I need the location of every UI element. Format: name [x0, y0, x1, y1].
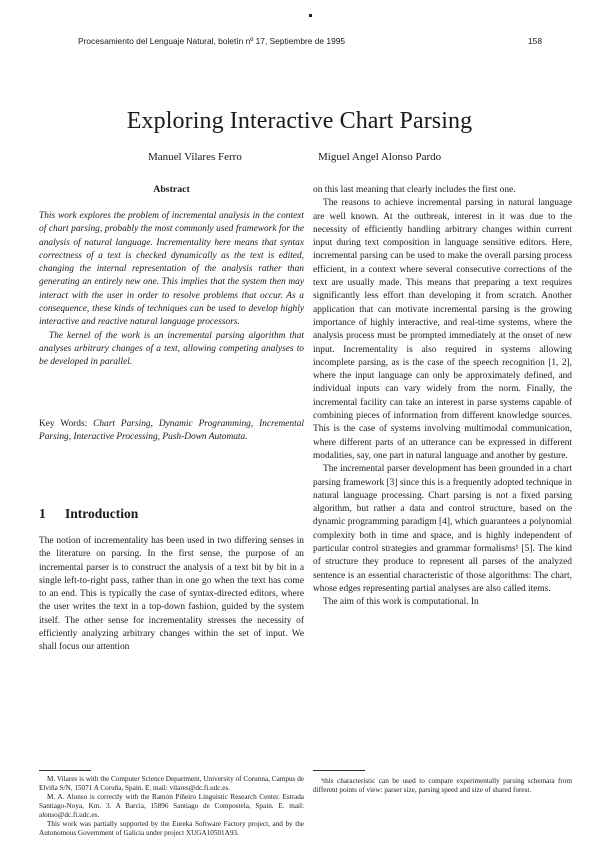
footnote-vilares: M. Vilares is with the Computer Science Department, University of Corunna, Campus de Elviña S/N, 15071 A Coruña, Spain. E. mail: vilares@dc.fi.udc.es.: [39, 775, 304, 792]
abstract-body: [39, 210, 304, 370]
section-number: 1: [39, 506, 46, 521]
section-heading: [39, 506, 138, 522]
running-title: Procesamiento del Lenguaje Natural, boletín nº 17, Septiembre de 1995: [78, 36, 346, 46]
author-2: Miguel Angel Alonso Pardo: [318, 151, 442, 163]
page-number: 158: [528, 36, 542, 46]
footnote-alonso: M. A. Alonso is correctly with the Ramón Piñeiro Linguistic Research Center. Estrada Santiago-Noya, Km. 3. A Barcia, 15896 Santiago de Compostela, Spain. E. mail: alonso@dc.fi.udc.es.: [39, 793, 304, 819]
author-1: Manuel Vilares Ferro: [148, 151, 242, 163]
abstract-paragraph-2: The kernel of the work is an incremental parsing algorithm that analyses arbitrary changes of a text, allowing competing analyses to be developed in parallel.: [39, 330, 304, 368]
introduction-paragraph: The notion of incrementality has been used in two differing senses in the literature on parsing. In the first sense, the purpose of an incremental parser is to construct the analysis of a text bit by bit in a single left-to-right pass, rather than in one go when the text has come to an end. This is typically the case of syntax-directed editors, where the user writes the text in a top-down fashion, guided by the system itself. The other sense for incrementality stresses the necessity of efficiently analyzing arbitrary changes within the set of input. We shall focus our attention: [39, 536, 304, 653]
footnote-funding: This work was partially supported by the Eureka Software Factory project, and by the Autonomous Government of Galicia under project XUGA10501A93.: [39, 820, 304, 837]
section-title: Introduction: [65, 506, 139, 521]
paper-title: Exploring Interactive Chart Parsing: [126, 108, 473, 134]
footnote-rule: [39, 770, 91, 771]
abstract-heading: Abstract: [153, 184, 190, 195]
right-paragraph-3: The incremental parser development has been grounded in a chart parsing framework [3] since this is a frequently adopted technique in natural language processing. Chart parsing is not a fixed parsing algorithm, but rather a data and control structure, based on the dynamic programming paradigm [4], which guarantees a polynomial complexity both in time and space, and is highly independent of particular control strategies and grammar formalisms¹ [5]. The kind of structure they produce to represent all parses of the analyzed sentence is an essential characteristic of those algorithms: The chart, whose edges representing partial analyses are also called items.: [313, 464, 572, 594]
right-paragraph-1: on this last meaning that clearly includes the first one.: [313, 185, 516, 195]
right-paragraph-4: The aim of this work is computational. In: [323, 597, 479, 608]
abstract-paragraph-1: This work explores the problem of incremental analysis in the context of chart parsing, probably the most commonly used framework for the analysis of natural language. Incrementality here means that syntax correctness of a text is checked dynamically as the text is edited, changing the internal representation of the analysis rather than generating an entirely new one. This implies that the system then may interact with the user in order to resolve problems that occur. As a consequence, these kinds of techniques can be used to develop highly interactive and reactive natural language processors.: [39, 211, 304, 328]
keywords-label: Key Words:: [39, 419, 88, 429]
introduction-body: [39, 535, 304, 655]
keywords-text: Chart Parsing, Dynamic Programming, Incremental Parsing, Interactive Processing, Push-Down Automata.: [39, 419, 305, 443]
footnote-1: ¹this characteristic can be used to compare experimentally parsing schemata from different points of view: parser size, parsing speed and size of shared forest.: [313, 777, 572, 794]
right-column-body: [313, 184, 572, 610]
keywords: [39, 418, 304, 445]
right-paragraph-2: The reasons to achieve incremental parsing in natural language are well known. At the outbreak, interest in it was due to the necessity of efficiently handling arbitrary changes within current input during text composition in language sensitive editors. Here, incremental parsing can be used to make the overall parsing process efficient, in a context where several consecutive corrections of the text are usually made. This means that preparing a text requires significantly less effort than developing it from scratch. Another application that can motivate incremental parsing is the growing importance of highly interactive, and real-time systems, where the analysis process must be prompted immediately at the onset of new input. Incrementality is also required in systems allowing incomplete parsing, as is the case of the speech recognition [1, 2], where the input language can only be approximately defined, and individual inputs can vary widely from the norm. Finally, the incremental facility can take an interest in parse systems capable of combining pieces of information from different knowledge sources. This is the case of systems involving multimodal communication, where different parts of an utterance can be expressed in different modalities, say, one part in natural language and another by gesture.: [313, 198, 572, 461]
scan-mark: [309, 14, 312, 17]
author-footnotes: [39, 775, 304, 838]
right-footnote-rule: [313, 770, 365, 771]
